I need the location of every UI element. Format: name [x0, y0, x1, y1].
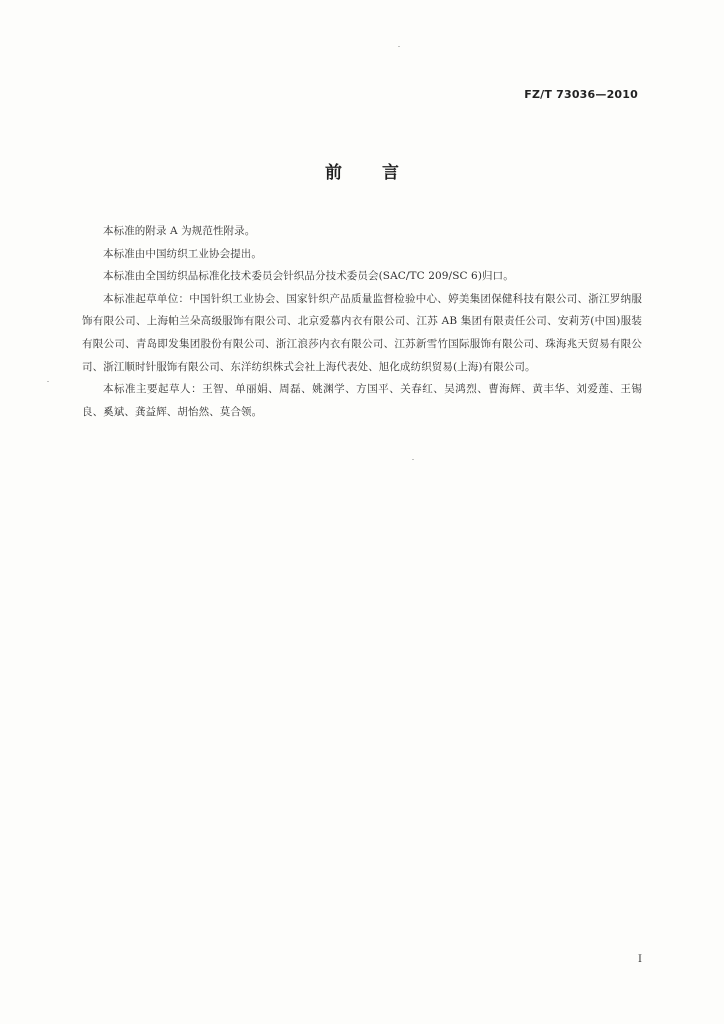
paragraph-drafters: 本标准主要起草人：王智、单丽娟、周磊、姚渊学、方国平、关春红、吴鸿烈、曹海辉、黄丰华、刘爱莲、王锡良、奚斌、龚益辉、胡怡然、莫合领。 — [82, 383, 642, 418]
foreword-body — [82, 220, 642, 423]
paragraph-drafting-units: 本标准起草单位：中国针织工业协会、国家针织产品质量监督检验中心、婷美集团保健科技有限公司、浙江罗纳服饰有限公司、上海帕兰朵高级服饰有限公司、北京爱慕内衣有限公司、江苏 AB 集团有限责任公司、安莉芳(中国)服装有限公司、青岛即发集团股份有限公司、浙江浪莎内衣有限公司、江苏新雪竹国际服饰有限公司、珠海兆天贸易有限公司、浙江顺时针服饰有限公司、东洋纺织株式会社上海代表处、旭化成纺织贸易(上海)有限公司。 — [82, 292, 642, 373]
paragraph-proposer: 本标准由中国纺织工业协会提出。 — [103, 247, 262, 260]
page-number: I — [638, 954, 642, 965]
standard-number: FZ/T 73036—2010 — [524, 88, 638, 101]
page-title: 前言 — [325, 163, 439, 183]
paragraph-committee: 本标准由全国纺织品标准化技术委员会针织品分技术委员会(SAC/TC 209/SC 6)归口。 — [103, 270, 514, 283]
scan-speck — [47, 381, 49, 382]
paragraph-annex: 本标准的附录 A 为规范性附录。 — [103, 225, 256, 237]
scan-speck — [412, 459, 414, 460]
scan-speck — [398, 46, 400, 47]
